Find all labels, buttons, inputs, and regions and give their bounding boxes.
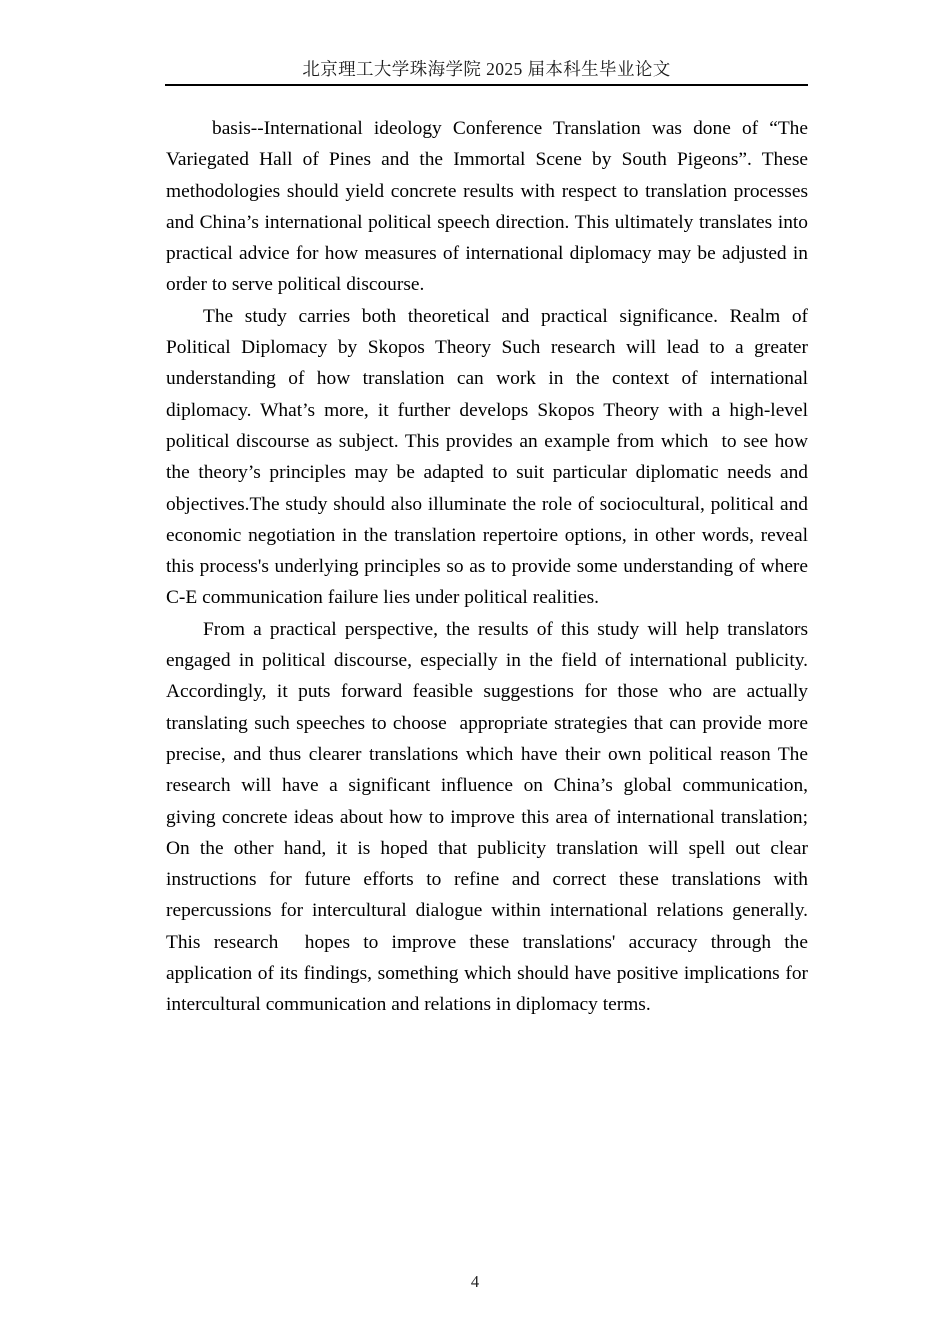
page-number: 4 xyxy=(470,1272,480,1291)
running-header xyxy=(165,56,808,86)
body-paragraph-2: The study carries both theoretical and practical significance. Realm of Political Diplomacy by Skopos Theory Such research will lead to a greater understanding of how translation can work in the context of international diplomacy. What’s more, it further develops Skopos Theory with a high-level political discourse as subject. This provides an example from which to see how the theory’s principles may be adapted to suit particular diplomatic needs and objectives.The study should also illuminate the role of sociocultural, political and economic negotiation in the translation repertoire options, in other words, reveal this process's underlying principles so as to provide some understanding of where C-E communication failure lies under political realities. xyxy=(166,305,813,609)
running-header-text: 北京理工大学珠海学院 2025 届本科生毕业论文 xyxy=(302,59,671,79)
page-footer xyxy=(0,1272,950,1292)
body-text-column xyxy=(166,113,813,1021)
body-paragraph-3: From a practical perspective, the results of this study will help translators engaged in political discourse, especially in the field of international publicity. Accordingly, it puts forward feasible suggestions for those who are actually translating such speeches to choose appropriate strategies that can provide more precise, and thus clearer translations which have their own political reason The research will have a significant influence on China’s global communication, giving concrete ideas about how to improve this area of international translation; On the other hand, it is hoped that publicity translation will spell out clear instructions for future efforts to refine and correct these translations with repercussions for intercultural dialogue within international relations generally. This research hopes to improve these translations' accuracy through the application of its findings, something which should have positive implications for intercultural communication and relations in diplomacy terms. xyxy=(166,618,813,1016)
body-paragraph-1: basis--International ideology Conference Translation was done of “The Variegated Hall of Pines and the Immortal Scene by South Pigeons”. These methodologies should yield concrete results with respect to translation processes and China’s international political speech direction. This ultimately translates into practical advice for how measures of international diplomacy may be adjusted in order to serve political discourse. xyxy=(166,118,813,296)
header-divider-rule xyxy=(165,84,808,86)
